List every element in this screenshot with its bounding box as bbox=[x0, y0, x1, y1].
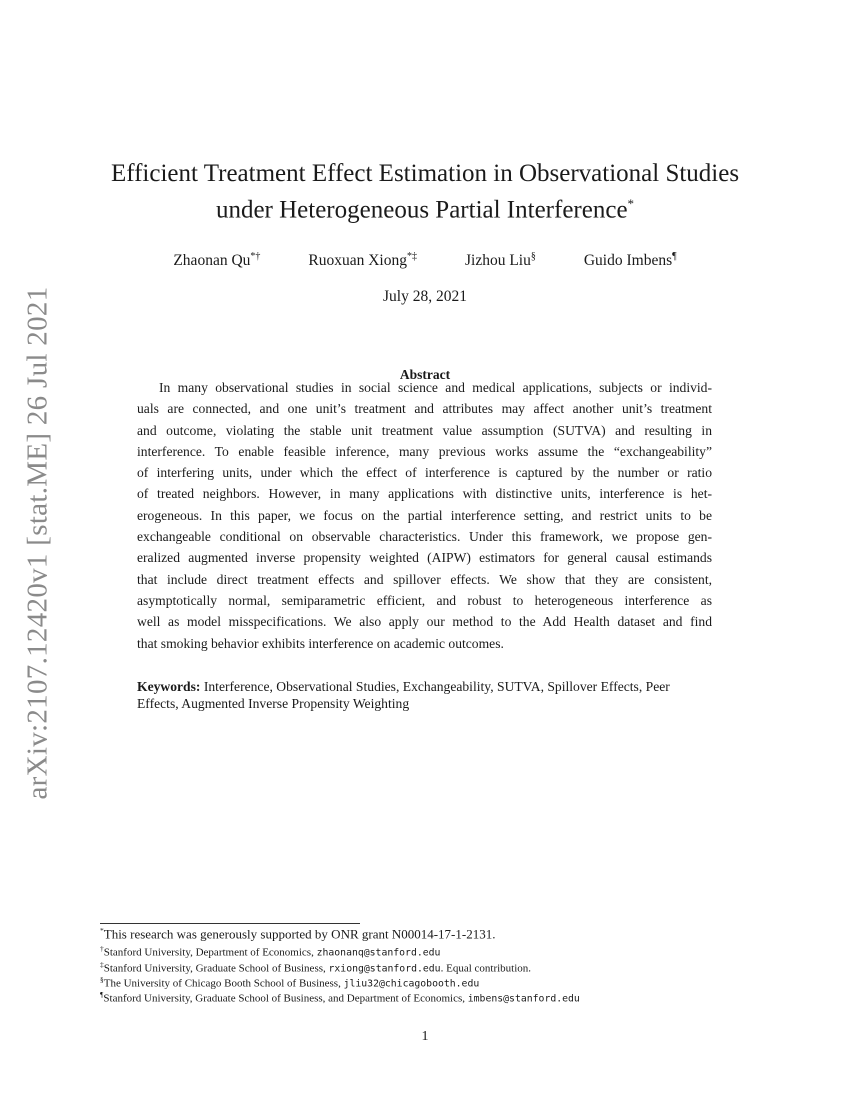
abstract-line: that smoking behavior exhibits interference on academic outcomes. bbox=[137, 635, 504, 651]
title-footnote-mark: * bbox=[627, 196, 635, 211]
footnote-email: imbens@stanford.edu bbox=[467, 993, 580, 1005]
footnote-text: Stanford University, Graduate School of Business, bbox=[103, 962, 329, 975]
abstract-line: erogeneous. In this paper, we focus on the partial interference setting, and restrict units to be bbox=[137, 507, 712, 523]
abstract-line: interference. To enable feasible inference, many previous works assume the “exchangeability” bbox=[137, 443, 712, 459]
footnote-text: This research was generously supported by ONR grant N00014-17-1-2131. bbox=[103, 926, 496, 942]
footnote-mark: ¶ bbox=[100, 990, 104, 999]
footnote bbox=[100, 975, 479, 990]
abstract-line: eralized augmented inverse propensity weighted (AIPW) estimators for general causal estimands bbox=[137, 550, 712, 566]
footnote-mark: ‡ bbox=[100, 960, 104, 969]
abstract-body bbox=[137, 377, 712, 654]
author-name: Ruoxuan Xiong bbox=[308, 252, 407, 270]
keywords-label: Keywords: bbox=[137, 679, 201, 694]
author-marks: ¶ bbox=[672, 251, 677, 262]
paper-date: July 28, 2021 bbox=[383, 288, 467, 305]
page-number: 1 bbox=[421, 1029, 429, 1044]
footnote-text: The University of Chicago Booth School of Business, bbox=[103, 977, 344, 990]
footnote bbox=[100, 960, 531, 975]
author-marks: *† bbox=[250, 251, 261, 262]
abstract-line: In many observational studies in social science and medical applications, subjects or individ- bbox=[159, 380, 712, 395]
keywords-text: Interference, Observational Studies, Exchangeability, SUTVA, Spillover Effects, Peer Effects, Augmented Inverse Propensity Weighting bbox=[137, 679, 670, 711]
paper-title-line-1: Efficient Treatment Effect Estimation in Observational Studies bbox=[110, 160, 740, 187]
abstract-heading: Abstract bbox=[399, 367, 451, 382]
footnote bbox=[100, 990, 580, 1005]
paper-title-line-2 bbox=[0, 196, 850, 224]
author bbox=[308, 251, 417, 270]
author-name: Jizhou Liu bbox=[464, 252, 531, 270]
author-name: Guido Imbens bbox=[583, 252, 673, 270]
abstract-line: well as model misspecifications. We also apply our method to the Add Health dataset and find bbox=[137, 614, 712, 630]
abstract-line: that include direct treatment effects and spillover effects. We show that they are consistent, bbox=[137, 571, 712, 587]
title-text: under Heterogeneous Partial Interference bbox=[215, 196, 628, 224]
abstract-line: of interfering units, under which the effect of interference is captured by the number or ratio bbox=[137, 465, 712, 481]
author-marks: *‡ bbox=[406, 251, 417, 262]
author bbox=[173, 251, 260, 270]
abstract-line: asymptotically normal, semiparametric efficient, and robust to heterogeneous interference as bbox=[137, 592, 712, 608]
author-name: Zhaonan Qu bbox=[173, 252, 251, 270]
footnote bbox=[100, 926, 495, 942]
abstract-line: of treated neighbors. However, in many applications with distinctive units, interference is het- bbox=[137, 486, 712, 502]
footnote-email: zhaonanq@stanford.edu bbox=[316, 947, 441, 959]
arxiv-side-stamp: arXiv:2107.12420v1 [stat.ME] 26 Jul 2021 bbox=[21, 286, 54, 800]
footnote bbox=[100, 944, 440, 959]
footnote-email: rxiong@stanford.edu bbox=[328, 963, 441, 975]
abstract-line: uals are connected, and one unit’s treatment and attributes may affect another unit’s treatment bbox=[137, 401, 712, 417]
footnote-mark: * bbox=[100, 926, 104, 935]
footnote-mark: § bbox=[100, 975, 104, 984]
abstract-line: exchangeable conditional on observable characteristics. Under this framework, we propose gen- bbox=[137, 529, 712, 545]
footnote-text: Stanford University, Graduate School of Business, and Department of Economics, bbox=[103, 992, 468, 1005]
footnote-email: jliu32@chicagobooth.edu bbox=[343, 978, 480, 990]
footnote-text-after: . Equal contribution. bbox=[440, 962, 532, 975]
footnote-mark: † bbox=[100, 944, 104, 953]
author bbox=[584, 251, 677, 270]
author-list bbox=[0, 251, 850, 270]
author bbox=[465, 251, 536, 270]
footnote-text: Stanford University, Department of Economics, bbox=[103, 946, 317, 959]
abstract-line: and outcome, violating the stable unit treatment value assumption (SUTVA) and resulting in bbox=[137, 422, 712, 438]
footnote-rule bbox=[100, 923, 360, 924]
author-marks: § bbox=[530, 251, 536, 262]
keywords bbox=[137, 679, 712, 712]
